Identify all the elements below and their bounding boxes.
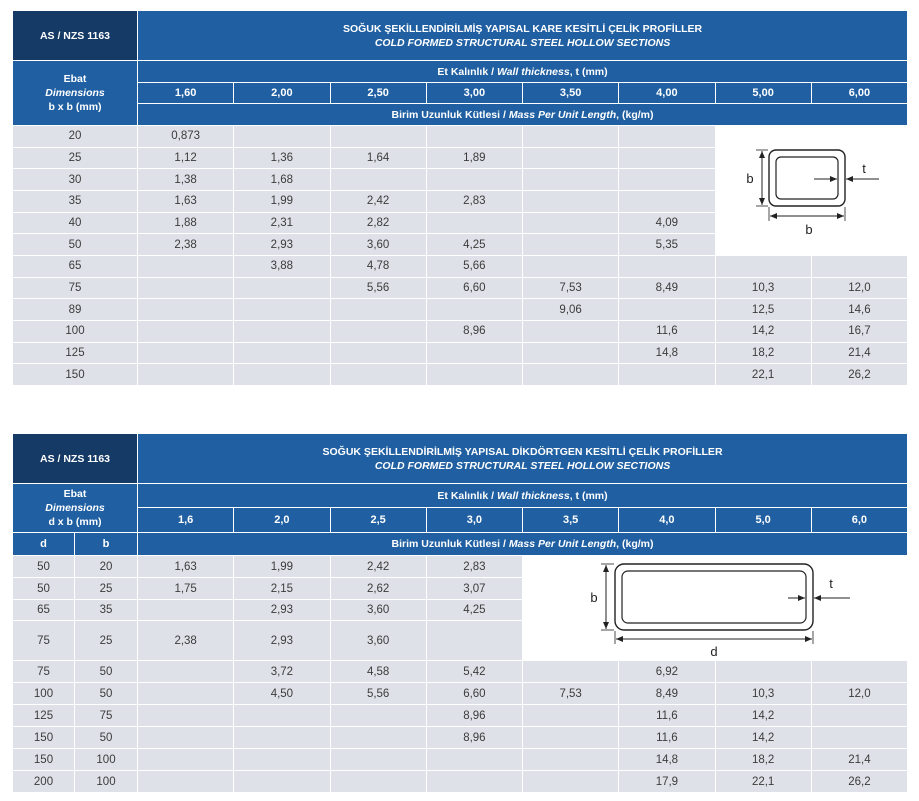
section-diagram-cell: [715, 126, 908, 256]
table-header: [13, 11, 908, 126]
mass-per-length-cell: [715, 255, 811, 277]
table-row: [13, 277, 908, 299]
mass-per-length-cell: 2,83: [426, 190, 522, 212]
mass-per-length-cell: 4,25: [426, 600, 522, 621]
height-dimension-label: b: [745, 171, 754, 187]
thickness-column-header: 1,60: [138, 83, 234, 104]
mass-per-length-cell: 3,60: [330, 600, 426, 621]
standard-label: AS / NZS 1163: [13, 434, 138, 484]
dimension-b-cell: 20: [13, 126, 138, 148]
dimension-b-cell: 20: [75, 556, 138, 578]
mass-per-length-cell: [234, 749, 330, 771]
title-turkish: SOĞUK ŞEKİLLENDİRİLMİŞ YAPISAL KARE KESİTLİ ÇELİK PROFİLLER: [342, 22, 703, 35]
table-title: [138, 434, 908, 484]
mass-label-english: Mass Per Unit Length: [508, 108, 617, 121]
mass-per-length-cell: [811, 661, 907, 683]
header-row-title: [13, 11, 908, 61]
square-section-diagram: [716, 126, 908, 254]
mass-per-length-cell: [138, 727, 234, 749]
mass-per-length-cell: [523, 771, 619, 793]
mass-per-length-cell: 5,66: [426, 255, 522, 277]
mass-per-length-cell: 7,53: [523, 683, 619, 705]
mass-per-length-cell: [330, 705, 426, 727]
rectangular-hollow-sections-table: [12, 433, 908, 793]
mass-per-length-cell: 17,9: [619, 771, 715, 793]
mass-per-length-cell: [811, 705, 907, 727]
mass-per-length-cell: 4,78: [330, 255, 426, 277]
mass-per-length-cell: [523, 342, 619, 364]
mass-per-length-cell: 1,12: [138, 147, 234, 169]
dimension-d-cell: 150: [13, 749, 75, 771]
dimensions-header: [13, 484, 138, 533]
dimensions-label-turkish: Ebat: [63, 73, 87, 85]
mass-per-length-cell: 1,63: [138, 556, 234, 578]
mass-per-length-cell: [523, 255, 619, 277]
mass-per-length-cell: 8,96: [426, 727, 522, 749]
mass-per-length-cell: [330, 342, 426, 364]
mass-per-length-cell: 2,82: [330, 212, 426, 234]
mass-per-length-cell: 1,63: [138, 190, 234, 212]
mass-per-length-cell: [138, 600, 234, 621]
mass-per-length-cell: 6,60: [426, 683, 522, 705]
mass-per-length-cell: [523, 320, 619, 342]
dimension-b-cell: 150: [13, 364, 138, 386]
mass-label-english: Mass Per Unit Length: [508, 538, 617, 550]
dimension-d-cell: 50: [13, 578, 75, 600]
mass-per-length-cell: [234, 320, 330, 342]
mass-per-length-cell: [234, 342, 330, 364]
width-dimension-label: b: [804, 222, 813, 238]
mass-per-length-cell: 2,15: [234, 578, 330, 600]
mass-per-length-cell: 22,1: [715, 364, 811, 386]
dimension-b-cell: 30: [13, 169, 138, 191]
mass-per-length-cell: [811, 255, 907, 277]
wall-thickness-label-english: Wall thickness: [496, 489, 570, 502]
mass-per-length-cell: 5,56: [330, 683, 426, 705]
mass-per-length-cell: [138, 342, 234, 364]
dimension-b-cell: 25: [13, 147, 138, 169]
thickness-column-header: 3,5: [523, 508, 619, 533]
mass-per-length-cell: [619, 126, 715, 148]
mass-per-length-cell: [523, 727, 619, 749]
dimension-b-cell: 50: [75, 727, 138, 749]
mass-per-length-cell: [523, 169, 619, 191]
thickness-column-header: 2,50: [330, 83, 426, 104]
table-row: [13, 299, 908, 321]
standard-label: AS / NZS 1163: [13, 11, 138, 61]
mass-per-length-cell: [619, 147, 715, 169]
thickness-label: t: [861, 161, 866, 177]
wall-thickness-header: [138, 484, 908, 508]
mass-per-length-cell: 1,64: [330, 147, 426, 169]
table-row: [13, 705, 908, 727]
thickness-column-header: 3,00: [426, 83, 522, 104]
thickness-column-header: 3,50: [523, 83, 619, 104]
mass-per-length-cell: [426, 621, 522, 661]
table-row: [13, 126, 908, 148]
mass-per-length-cell: 6,60: [426, 277, 522, 299]
table-row: [13, 661, 908, 683]
dimension-b-cell: 89: [13, 299, 138, 321]
section-diagram-cell: [523, 556, 908, 661]
thickness-column-header: 3,0: [426, 508, 522, 533]
header-row-title: [13, 434, 908, 484]
thickness-column-header: 4,00: [619, 83, 715, 104]
mass-per-length-cell: 2,93: [234, 621, 330, 661]
table-title: [138, 11, 908, 61]
mass-per-length-cell: 8,96: [426, 705, 522, 727]
mass-per-length-header: [138, 104, 908, 126]
mass-per-length-cell: [330, 749, 426, 771]
dimension-b-cell: 75: [13, 277, 138, 299]
mass-per-length-cell: [138, 277, 234, 299]
mass-per-length-cell: [523, 661, 619, 683]
mass-per-length-cell: [138, 683, 234, 705]
mass-per-length-cell: 1,99: [234, 556, 330, 578]
mass-per-length-cell: [619, 169, 715, 191]
mass-per-length-cell: 2,42: [330, 190, 426, 212]
mass-per-length-cell: [619, 299, 715, 321]
table-row: [13, 727, 908, 749]
wall-thickness-header: [138, 61, 908, 83]
dimension-b-cell: 35: [13, 190, 138, 212]
mass-per-length-cell: [523, 212, 619, 234]
table-row: [13, 749, 908, 771]
mass-per-length-cell: [523, 234, 619, 256]
title-english: COLD FORMED STRUCTURAL STEEL HOLLOW SECTIONS: [374, 36, 671, 49]
table-row: [13, 771, 908, 793]
dimensions-header: [13, 61, 138, 126]
mass-per-length-cell: [330, 364, 426, 386]
mass-per-length-cell: [619, 190, 715, 212]
mass-per-length-cell: [426, 771, 522, 793]
mass-per-length-cell: [330, 771, 426, 793]
table-row: [13, 342, 908, 364]
wall-thickness-unit: , t (mm): [569, 65, 608, 78]
thickness-column-header: 2,5: [330, 508, 426, 533]
thickness-label: t: [829, 575, 833, 591]
section-inner-wall: [622, 571, 806, 623]
mass-per-length-cell: [138, 299, 234, 321]
mass-per-length-cell: 12,5: [715, 299, 811, 321]
mass-per-length-cell: [330, 126, 426, 148]
mass-per-length-cell: [234, 771, 330, 793]
thickness-column-header: 1,6: [138, 508, 234, 533]
header-row-mass: [13, 533, 908, 556]
section-outer-wall: [615, 564, 813, 630]
dimension-d-cell: 100: [13, 683, 75, 705]
title-turkish: SOĞUK ŞEKİLLENDİRİLMİŞ YAPISAL DİKDÖRTGEN KESİTLİ ÇELİK PROFİLLER: [322, 445, 723, 458]
mass-per-length-cell: 4,50: [234, 683, 330, 705]
mass-per-length-cell: 14,2: [715, 705, 811, 727]
mass-per-length-cell: 4,58: [330, 661, 426, 683]
wall-thickness-unit: , t (mm): [569, 489, 608, 502]
dimension-b-cell: 40: [13, 212, 138, 234]
mass-per-length-cell: [234, 277, 330, 299]
thickness-column-header: 6,0: [811, 508, 907, 533]
dimension-b-cell: 65: [13, 255, 138, 277]
section-inner-wall: [776, 157, 838, 199]
mass-per-length-cell: 1,89: [426, 147, 522, 169]
mass-per-length-cell: [138, 255, 234, 277]
mass-per-length-cell: 7,53: [523, 277, 619, 299]
dimension-b-cell: 100: [75, 749, 138, 771]
dimension-d-cell: 150: [13, 727, 75, 749]
mass-per-length-cell: [426, 364, 522, 386]
title-english: COLD FORMED STRUCTURAL STEEL HOLLOW SECTIONS: [374, 459, 671, 472]
mass-per-length-header: [138, 533, 908, 556]
mass-per-length-cell: 2,42: [330, 556, 426, 578]
mass-per-length-cell: 1,75: [138, 578, 234, 600]
width-dimension-label: d: [710, 643, 718, 659]
mass-per-length-cell: 10,3: [715, 277, 811, 299]
mass-per-length-cell: 10,3: [715, 683, 811, 705]
mass-per-length-cell: 22,1: [715, 771, 811, 793]
dimension-b-cell: 125: [13, 342, 138, 364]
thickness-column-header: 2,0: [234, 508, 330, 533]
mass-per-length-cell: 11,6: [619, 320, 715, 342]
mass-per-length-cell: 2,31: [234, 212, 330, 234]
dimension-d-cell: 125: [13, 705, 75, 727]
mass-per-length-cell: [234, 705, 330, 727]
wall-thickness-label-turkish: Et Kalınlık /: [437, 489, 495, 502]
header-row-thickness-values: [13, 83, 908, 104]
dimensions-label-english: Dimensions: [45, 87, 105, 99]
table-row: [13, 556, 908, 578]
table-row: [13, 320, 908, 342]
mass-per-length-cell: 3,72: [234, 661, 330, 683]
table-header: [13, 434, 908, 556]
mass-per-length-cell: [234, 299, 330, 321]
mass-per-length-cell: [619, 364, 715, 386]
mass-per-length-cell: [138, 364, 234, 386]
mass-per-length-cell: [234, 727, 330, 749]
table-row: [13, 364, 908, 386]
mass-per-length-cell: 5,35: [619, 234, 715, 256]
mass-per-length-cell: [330, 169, 426, 191]
mass-per-length-cell: [811, 727, 907, 749]
mass-per-length-cell: 1,88: [138, 212, 234, 234]
dimension-b-cell: 100: [13, 320, 138, 342]
mass-per-length-cell: 1,68: [234, 169, 330, 191]
dimension-d-cell: 50: [13, 556, 75, 578]
table-row: [13, 683, 908, 705]
mass-per-length-cell: 8,96: [426, 320, 522, 342]
mass-unit: , (kg/m): [616, 538, 654, 550]
mass-per-length-cell: 3,88: [234, 255, 330, 277]
mass-per-length-cell: 3,07: [426, 578, 522, 600]
mass-per-length-cell: 2,93: [234, 234, 330, 256]
table-body: [13, 556, 908, 793]
mass-per-length-cell: 1,99: [234, 190, 330, 212]
header-row-thickness-label: [13, 61, 908, 83]
dimension-b-cell: 100: [75, 771, 138, 793]
mass-per-length-cell: [426, 342, 522, 364]
mass-per-length-cell: [138, 705, 234, 727]
mass-per-length-cell: [426, 749, 522, 771]
dimension-b-cell: 35: [75, 600, 138, 621]
mass-per-length-cell: 14,8: [619, 749, 715, 771]
mass-per-length-cell: [138, 749, 234, 771]
mass-per-length-cell: 5,56: [330, 277, 426, 299]
mass-per-length-cell: [523, 147, 619, 169]
mass-per-length-cell: 12,0: [811, 683, 907, 705]
mass-per-length-cell: [715, 661, 811, 683]
header-row-thickness-label: [13, 484, 908, 508]
mass-per-length-cell: 11,6: [619, 727, 715, 749]
mass-per-length-cell: [330, 727, 426, 749]
square-hollow-sections-table: [12, 10, 908, 386]
mass-per-length-cell: [330, 299, 426, 321]
mass-per-length-cell: 2,38: [138, 621, 234, 661]
mass-per-length-cell: 5,42: [426, 661, 522, 683]
column-header-d: d: [13, 533, 75, 556]
mass-per-length-cell: 16,7: [811, 320, 907, 342]
table-body: [13, 126, 908, 386]
square-section-drawing: [716, 126, 907, 254]
dimension-b-cell: 50: [75, 683, 138, 705]
height-dimension-label: b: [590, 589, 598, 605]
mass-per-length-cell: 26,2: [811, 364, 907, 386]
mass-per-length-cell: [426, 126, 522, 148]
dimension-b-cell: 75: [75, 705, 138, 727]
mass-per-length-cell: 21,4: [811, 342, 907, 364]
dimension-d-cell: 75: [13, 661, 75, 683]
mass-per-length-cell: 4,09: [619, 212, 715, 234]
thickness-column-header: 4,0: [619, 508, 715, 533]
mass-per-length-cell: 0,873: [138, 126, 234, 148]
mass-per-length-cell: 18,2: [715, 342, 811, 364]
wall-thickness-label-turkish: Et Kalınlık /: [437, 65, 495, 78]
dimension-b-cell: 50: [75, 661, 138, 683]
dimension-d-cell: 65: [13, 600, 75, 621]
mass-per-length-cell: [426, 299, 522, 321]
mass-per-length-cell: [426, 212, 522, 234]
mass-per-length-cell: 4,25: [426, 234, 522, 256]
dimension-b-cell: 25: [75, 578, 138, 600]
dimension-d-cell: 75: [13, 621, 75, 661]
column-header-b: b: [75, 533, 138, 556]
table-row: [13, 255, 908, 277]
mass-per-length-cell: 2,83: [426, 556, 522, 578]
thickness-column-header: 5,0: [715, 508, 811, 533]
dimensions-label-english: Dimensions: [45, 502, 105, 514]
mass-per-length-cell: 2,93: [234, 600, 330, 621]
mass-per-length-cell: 8,49: [619, 683, 715, 705]
section-outer-wall: [769, 150, 845, 206]
mass-per-length-cell: 6,92: [619, 661, 715, 683]
header-row-thickness-values: [13, 508, 908, 533]
mass-per-length-cell: 12,0: [811, 277, 907, 299]
mass-per-length-cell: [523, 749, 619, 771]
mass-per-length-cell: 2,62: [330, 578, 426, 600]
dimensions-unit: d x b (mm): [48, 516, 102, 528]
thickness-column-header: 6,00: [811, 83, 907, 104]
header-row-mass: [13, 104, 908, 126]
mass-per-length-cell: 21,4: [811, 749, 907, 771]
mass-per-length-cell: 26,2: [811, 771, 907, 793]
dimensions-label-turkish: Ebat: [63, 488, 87, 500]
mass-per-length-cell: [138, 661, 234, 683]
rectangular-section-diagram: [523, 557, 907, 660]
mass-per-length-cell: [523, 190, 619, 212]
mass-per-length-cell: 3,60: [330, 621, 426, 661]
mass-per-length-cell: 2,38: [138, 234, 234, 256]
mass-per-length-cell: 11,6: [619, 705, 715, 727]
mass-per-length-cell: 14,2: [715, 727, 811, 749]
mass-per-length-cell: [426, 169, 522, 191]
wall-thickness-label-english: Wall thickness: [496, 65, 570, 78]
mass-per-length-cell: 8,49: [619, 277, 715, 299]
mass-per-length-cell: 1,38: [138, 169, 234, 191]
mass-per-length-cell: 1,36: [234, 147, 330, 169]
mass-per-length-cell: [234, 364, 330, 386]
mass-per-length-cell: [330, 320, 426, 342]
dimension-b-cell: 25: [75, 621, 138, 661]
rectangular-section-drawing: [523, 557, 907, 660]
dimension-b-cell: 50: [13, 234, 138, 256]
mass-per-length-cell: [138, 320, 234, 342]
dimension-d-cell: 200: [13, 771, 75, 793]
mass-per-length-cell: 14,2: [715, 320, 811, 342]
mass-label-turkish: Birim Uzunluk Kütlesi /: [391, 538, 506, 550]
dimensions-unit: b x b (mm): [48, 101, 102, 113]
mass-per-length-cell: 3,60: [330, 234, 426, 256]
mass-unit: , (kg/m): [616, 108, 654, 121]
mass-per-length-cell: 9,06: [523, 299, 619, 321]
mass-per-length-cell: [619, 255, 715, 277]
mass-per-length-cell: 14,8: [619, 342, 715, 364]
mass-per-length-cell: [523, 364, 619, 386]
mass-label-turkish: Birim Uzunluk Kütlesi /: [391, 108, 506, 121]
mass-per-length-cell: 14,6: [811, 299, 907, 321]
thickness-column-header: 2,00: [234, 83, 330, 104]
thickness-column-header: 5,00: [715, 83, 811, 104]
mass-per-length-cell: [523, 126, 619, 148]
mass-per-length-cell: [234, 126, 330, 148]
mass-per-length-cell: [138, 771, 234, 793]
mass-per-length-cell: 18,2: [715, 749, 811, 771]
mass-per-length-cell: [523, 705, 619, 727]
